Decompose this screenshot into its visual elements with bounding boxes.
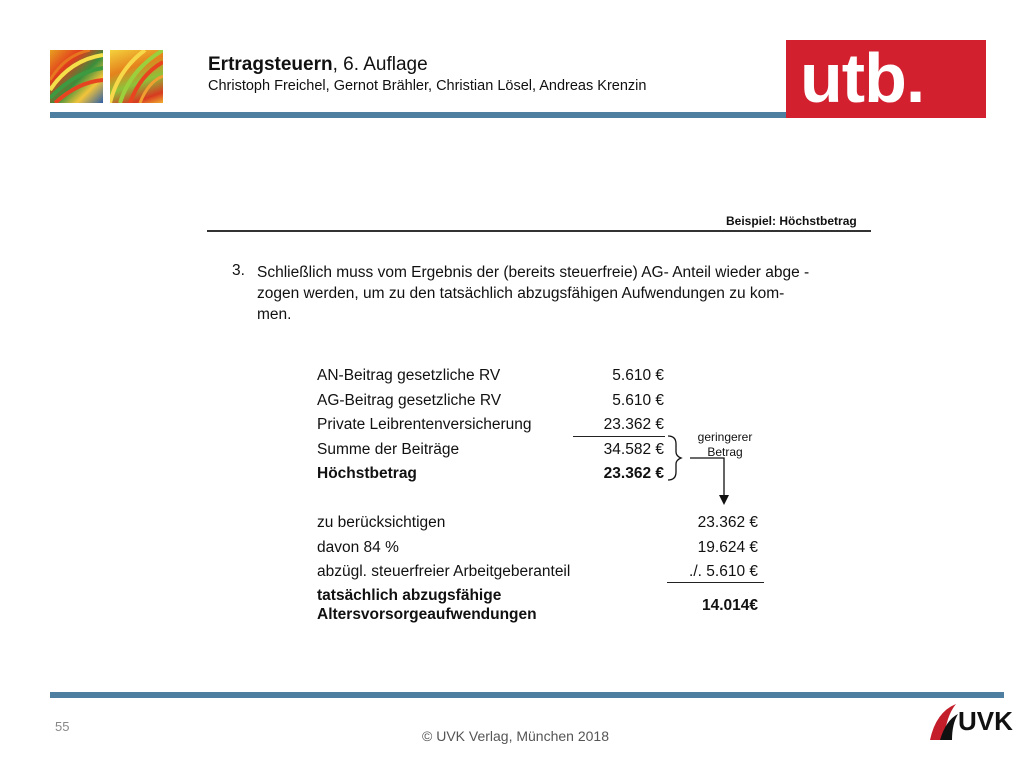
paragraph-line: Schließlich muss vom Ergebnis der (bereits steuerfreie) AG- Anteil wieder abge - xyxy=(257,264,810,281)
book-title-bold: Ertragsteuern xyxy=(208,54,333,75)
item-number: 3. xyxy=(232,262,245,279)
table1-label-highlight: Höchstbetrag xyxy=(317,465,417,482)
table1-value: 5.610 € xyxy=(612,392,664,409)
table1-label: Private Leibrentenversicherung xyxy=(317,416,532,433)
table2-value: 23.362 € xyxy=(697,514,758,531)
result-label xyxy=(317,586,537,624)
copyright: © UVK Verlag, München 2018 xyxy=(422,728,609,744)
footer-divider xyxy=(50,692,1004,698)
sum-rule-1 xyxy=(573,436,665,437)
table1-label: AN-Beitrag gesetzliche RV xyxy=(317,367,501,384)
table1-label: AG-Beitrag gesetzliche RV xyxy=(317,392,502,409)
note-line: geringerer xyxy=(697,430,753,444)
result-label-line: Altersvorsorgeaufwendungen xyxy=(317,606,537,623)
table1-label: Summe der Beiträge xyxy=(317,441,460,458)
note-lesser-amount xyxy=(690,430,760,460)
table2-value: ./. 5.610 € xyxy=(689,563,758,580)
example-label: Beispiel: Höchstbetrag xyxy=(726,214,857,228)
table2-label: davon 84 % xyxy=(317,539,399,556)
uvk-logo-icon xyxy=(926,702,960,742)
book-authors: Christoph Freichel, Gernot Brähler, Christian Lösel, Andreas Krenzin xyxy=(208,78,647,94)
table2-label: zu berücksichtigen xyxy=(317,514,446,531)
table1-value: 34.582 € xyxy=(603,441,664,458)
paragraph-line: men. xyxy=(257,306,292,323)
table2-label: abzügl. steuerfreier Arbeitgeberanteil xyxy=(317,563,571,580)
table1-value: 23.362 € xyxy=(603,416,664,433)
cover-thumbnail-1 xyxy=(50,50,103,103)
header-divider xyxy=(50,112,850,118)
arrow-down-icon xyxy=(670,455,740,515)
table1-value: 5.610 € xyxy=(612,367,664,384)
paragraph-line: zogen werden, um zu den tatsächlich abzugsfähigen Aufwendungen zu kom- xyxy=(257,285,785,302)
note-line: Betrag xyxy=(707,445,743,459)
sum-rule-2 xyxy=(667,582,764,583)
item-paragraph xyxy=(257,262,867,325)
book-title xyxy=(208,54,428,76)
table1-value-highlight: 23.362 € xyxy=(603,465,664,482)
book-title-edition: , 6. Auflage xyxy=(332,54,428,75)
cover-thumbnail-2 xyxy=(110,50,163,103)
result-label-line: tatsächlich abzugsfähige xyxy=(317,587,502,604)
result-value: 14.014€ xyxy=(701,597,758,614)
utb-logo-text: utb. xyxy=(800,39,925,117)
uvk-logo-text: UVK xyxy=(958,706,1013,736)
page-number: 55 xyxy=(55,719,70,734)
table2-value: 19.624 € xyxy=(697,539,758,556)
example-rule xyxy=(207,230,871,232)
